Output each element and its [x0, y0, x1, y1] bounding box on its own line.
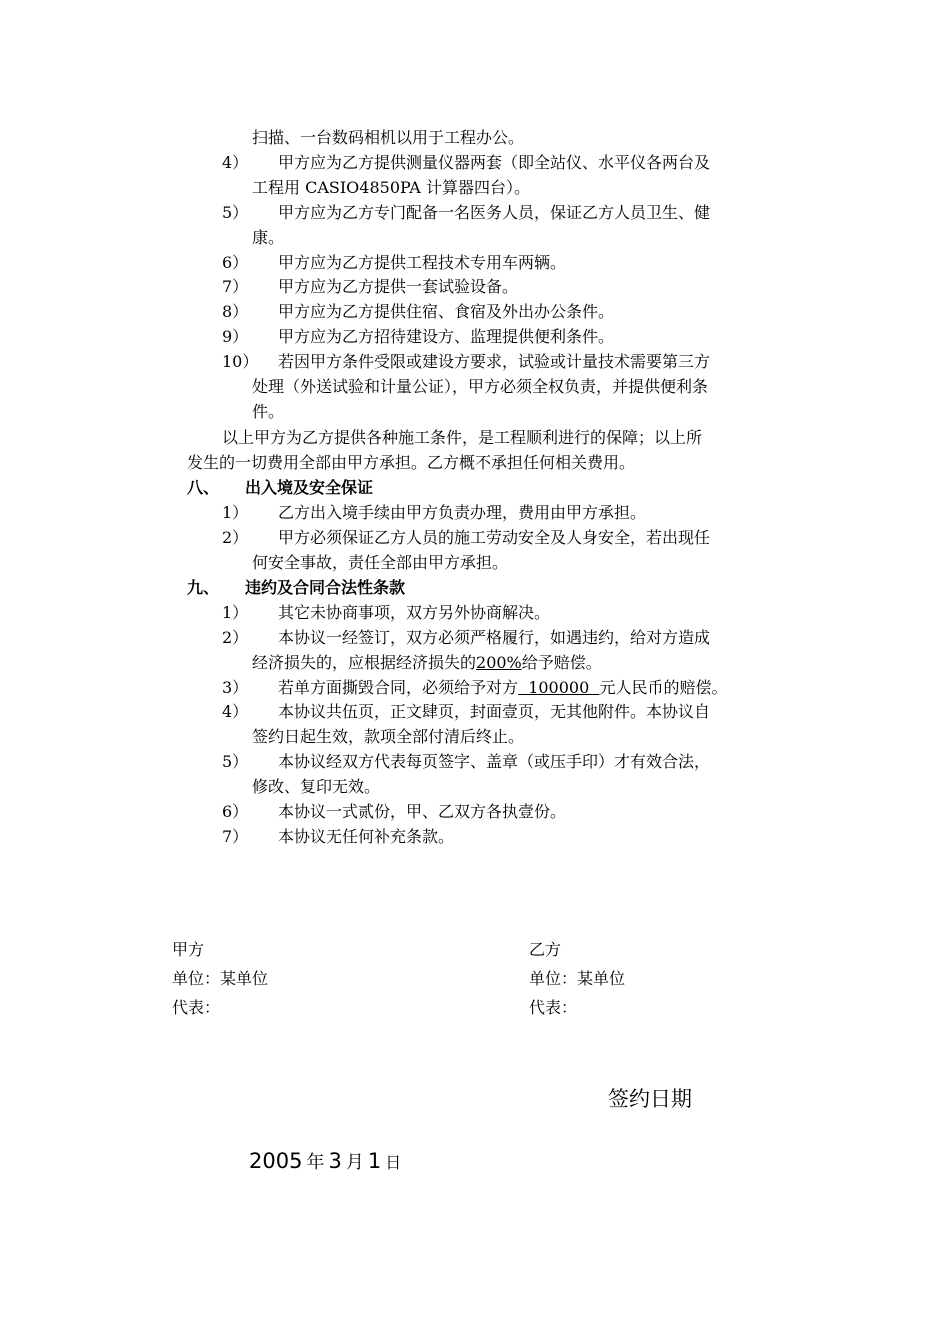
s9-item-3-text — [278, 676, 727, 700]
date-day-char: 日 — [385, 1153, 402, 1172]
s9-item-7-number: 7） — [222, 827, 249, 846]
item-6-text: 甲方应为乙方提供工程技术专用车两辆。 — [278, 253, 567, 272]
item-8-number: 8） — [222, 302, 249, 321]
s9-item-2-text: 本协议一经签订，双方必须严格履行，如遇违约，给对方造成 — [278, 628, 711, 647]
party-b-label: 乙方 — [529, 940, 562, 959]
s9-item-1-number: 1） — [222, 603, 249, 622]
item-5-text: 甲方应为乙方专门配备一名医务人员，保证乙方人员卫生、健 — [278, 203, 711, 222]
date-year-char: 年 — [306, 1152, 325, 1173]
party-b-unit: 单位：某单位 — [529, 969, 626, 988]
s9-item-5-text-cont: 修改、复印无效。 — [252, 777, 381, 796]
s9-item-3-pre: 若单方面撕毁合同，必须给予对方 — [278, 678, 519, 697]
section-8-title: 出入境及安全保证 — [245, 478, 374, 497]
item-10-text-cont: 处理（外送试验和计量公证），甲方必须全权负责，并提供便利条 — [252, 377, 709, 396]
section-8-number: 八、 — [187, 478, 220, 497]
section-9-title: 违约及合同合法性条款 — [245, 578, 406, 597]
item-9-text: 甲方应为乙方招待建设方、监理提供便利条件。 — [278, 327, 615, 346]
item-7-text: 甲方应为乙方提供一套试验设备。 — [278, 277, 519, 296]
s9-item-4-number: 4） — [222, 702, 249, 721]
party-a-unit: 单位：某单位 — [172, 969, 269, 988]
item-6-number: 6） — [222, 253, 249, 272]
item-9-number: 9） — [222, 327, 249, 346]
item-4-number: 4） — [222, 153, 249, 172]
s9-item-4-text-cont: 签约日起生效，款项全部付清后终止。 — [252, 727, 525, 746]
s9-item-3-number: 3） — [222, 678, 249, 697]
date-month-char: 月 — [345, 1152, 364, 1173]
item-3-continuation: 扫描、一台数码相机以用于工程办公。 — [252, 128, 525, 147]
s9-item-2-post: 给予赔偿。 — [521, 653, 602, 672]
item-7-number: 7） — [222, 277, 249, 296]
summary-paragraph-cont: 发生的一切费用全部由甲方承担。乙方概不承担任何相关费用。 — [187, 453, 636, 472]
date-day: 1 — [367, 1149, 382, 1173]
section-9-number: 九、 — [187, 578, 220, 597]
s9-item-5-number: 5） — [222, 752, 249, 771]
s8-item-2-number: 2） — [222, 528, 249, 547]
s9-item-2-text-cont — [252, 651, 602, 675]
s9-item-7-text: 本协议无任何补充条款。 — [278, 827, 455, 846]
date-year: 2005 — [249, 1149, 303, 1173]
item-5-text-cont: 康。 — [252, 228, 285, 247]
item-8-text: 甲方应为乙方提供住宿、食宿及外出办公条件。 — [278, 302, 615, 321]
s9-item-3-post: 元人民币的赔偿。 — [599, 678, 728, 697]
s9-item-6-number: 6） — [222, 802, 249, 821]
s9-item-1-text: 其它未协商事项，双方另外协商解决。 — [278, 603, 551, 622]
s9-item-3-amount: 100000 — [518, 678, 600, 697]
s8-item-1-number: 1） — [222, 503, 249, 522]
sign-date-label: 签约日期 — [608, 1087, 692, 1111]
item-10-number: 10） — [222, 352, 259, 371]
s9-item-2-number: 2） — [222, 628, 249, 647]
s9-item-2-pre: 经济损失的，应根据经济损失的 — [252, 653, 477, 672]
s8-item-1-text: 乙方出入境手续由甲方负责办理，费用由甲方承担。 — [278, 503, 647, 522]
item-10-text-cont2: 件。 — [252, 402, 285, 421]
party-b-rep: 代表： — [529, 998, 578, 1017]
item-10-text: 若因甲方条件受限或建设方要求，试验或计量技术需要第三方 — [278, 352, 711, 371]
sign-date — [249, 1146, 401, 1178]
party-a-label: 甲方 — [172, 940, 205, 959]
s9-item-5-text: 本协议经双方代表每页签字、盖章（或压手印）才有效合法， — [278, 752, 711, 771]
s9-item-4-text: 本协议共伍页，正文肆页，封面壹页，无其他附件。本协议自 — [278, 702, 711, 721]
s8-item-2-text: 甲方必须保证乙方人员的施工劳动安全及人身安全，若出现任 — [278, 528, 711, 547]
s8-item-2-text-cont: 何安全事故，责任全部由甲方承担。 — [252, 553, 509, 572]
summary-paragraph: 以上甲方为乙方提供各种施工条件，是工程顺利进行的保障；以上所 — [222, 428, 703, 447]
party-a-rep: 代表： — [172, 998, 221, 1017]
item-4-text-cont: 工程用 CASIO4850PA 计算器四台）。 — [252, 178, 530, 197]
date-month: 3 — [328, 1149, 342, 1173]
s9-item-6-text: 本协议一式贰份，甲、乙双方各执壹份。 — [278, 802, 567, 821]
item-5-number: 5） — [222, 203, 249, 222]
item-4-text: 甲方应为乙方提供测量仪器两套（即全站仪、水平仪各两台及 — [278, 153, 711, 172]
s9-item-2-percent: 200% — [476, 653, 522, 672]
